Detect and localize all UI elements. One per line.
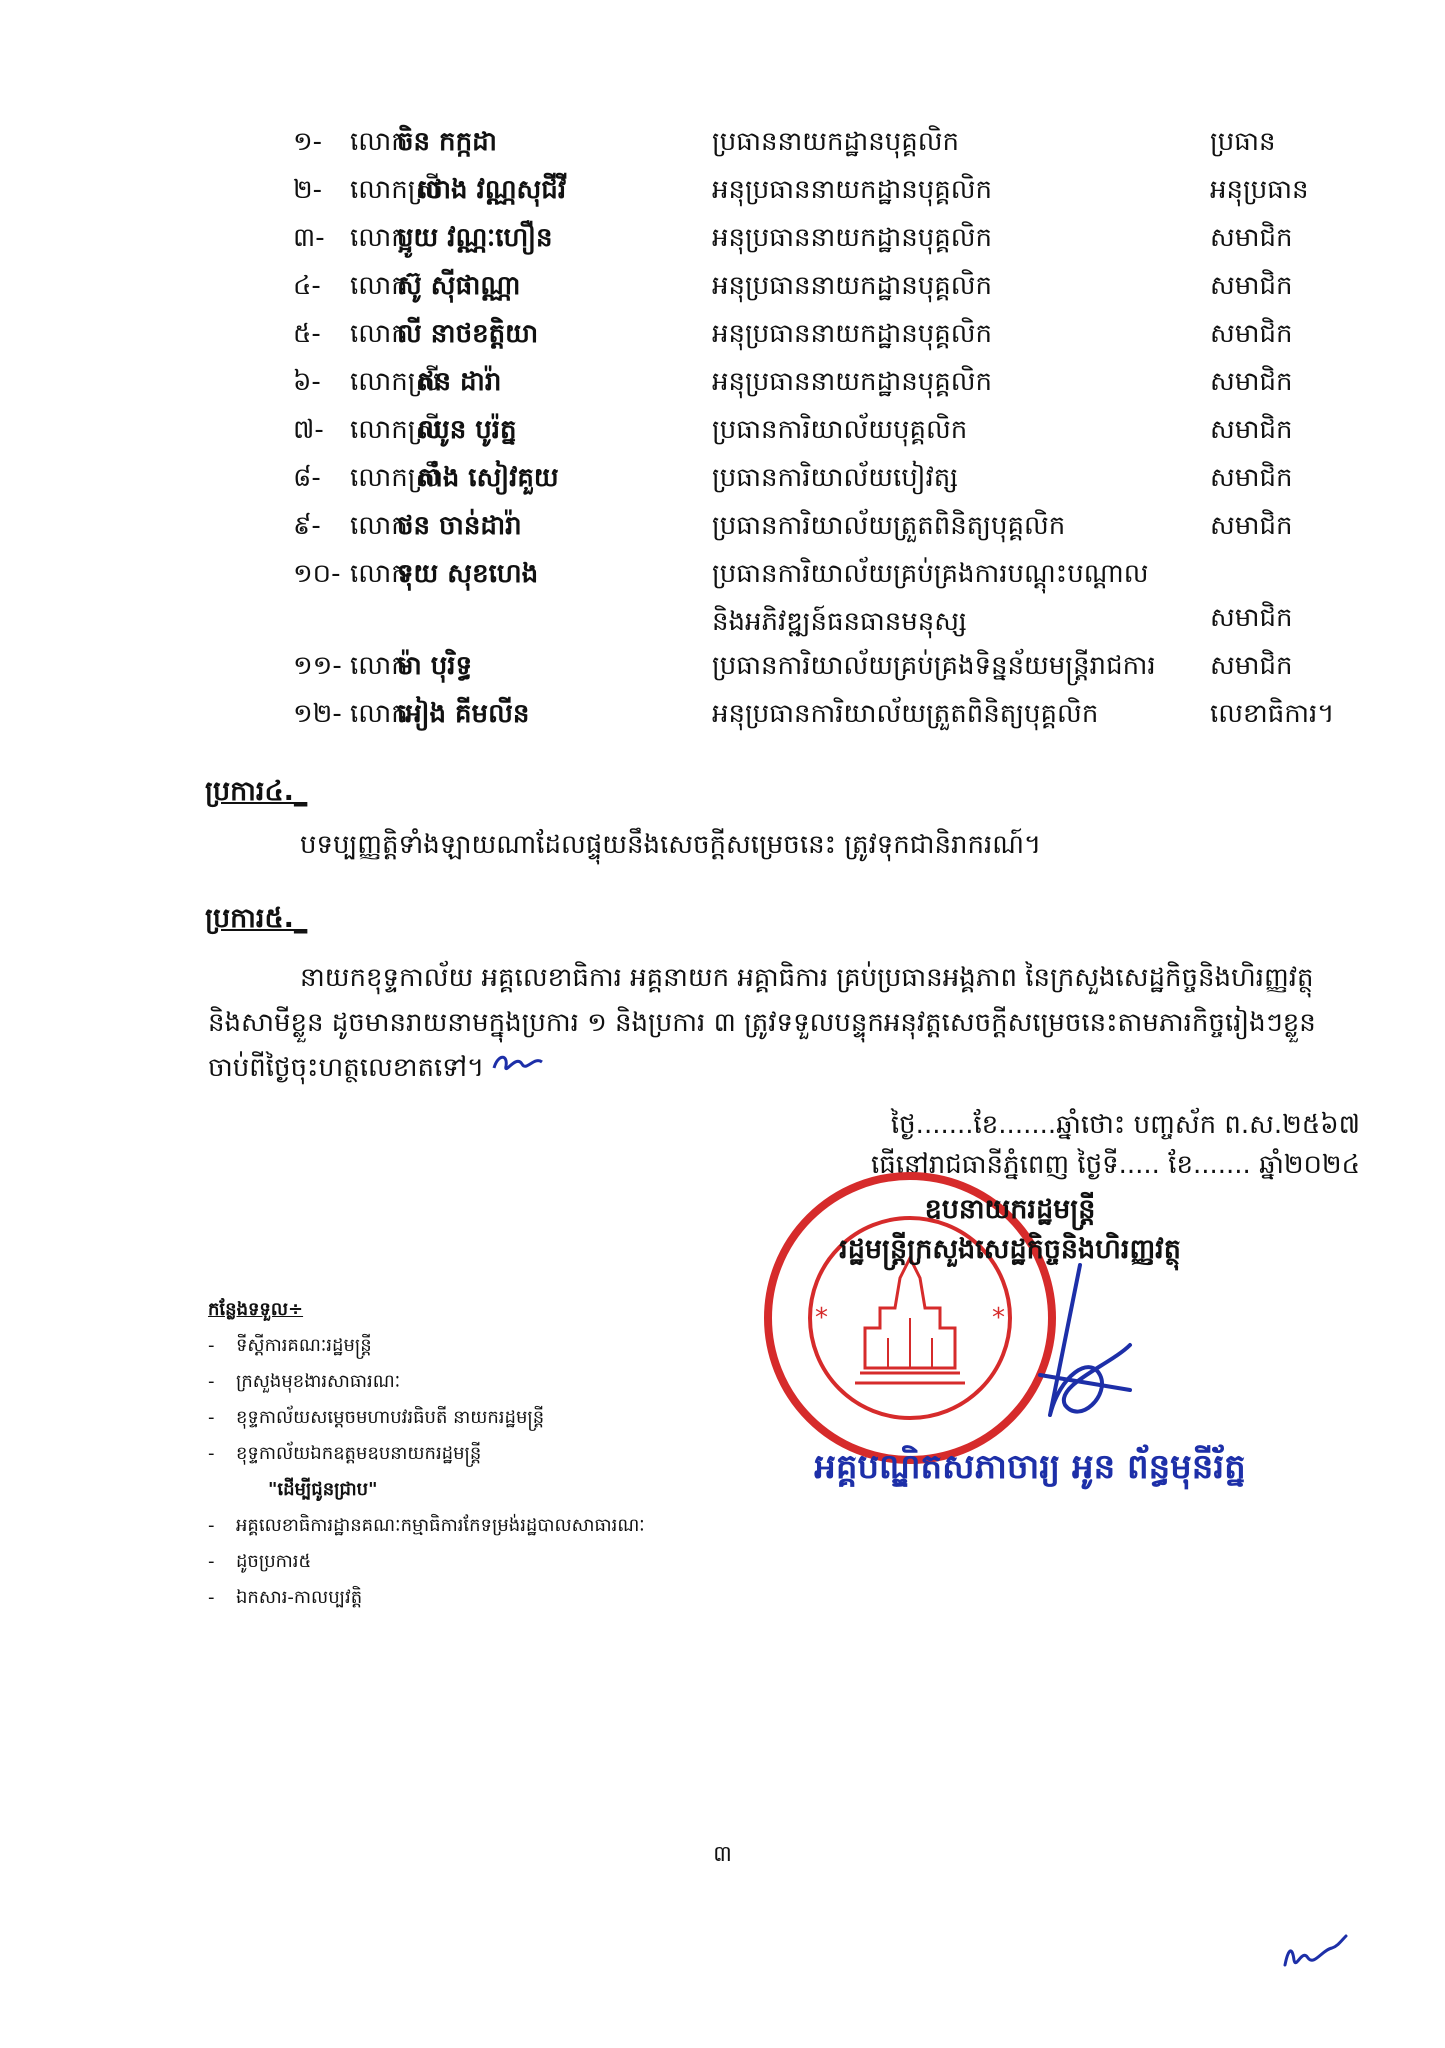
member-number: ៣- — [293, 223, 325, 253]
handwritten-initials — [1280, 1930, 1350, 1975]
article-5-line-3: ចាប់ពីថ្ងៃចុះហត្ថលេខាតទៅ។ — [208, 1053, 485, 1083]
member-role: អនុប្រធាន — [1210, 175, 1309, 205]
article-4-heading: ប្រការ៤._ — [205, 776, 308, 807]
signatory-title-2: រដ្ឋមន្ត្រីក្រសួងសេដ្ឋកិច្ចនិងហិរញ្ញវត្ថុ — [839, 1234, 1181, 1265]
member-honorific: លោក — [350, 511, 408, 541]
member-position — [712, 214, 992, 262]
svg-text:*: * — [815, 1303, 828, 1333]
member-number: ៩- — [293, 511, 321, 541]
handwritten-signature — [1020, 1255, 1150, 1445]
solar-date: ធ្វើនៅរាជធានីភ្នំពេញ ថ្ងៃទី..... ខែ....... ឆ្នាំ២០២៤ — [871, 1150, 1360, 1180]
member-role: សមាជិក — [1210, 415, 1293, 445]
member-position-line: ប្រធានការិយាល័យបុគ្គលិក — [712, 415, 968, 445]
member-number: ១០- — [293, 559, 341, 589]
member-position-line: អនុប្រធាននាយកដ្ឋានបុគ្គលិក — [712, 271, 993, 301]
member-honorific: លោក — [350, 319, 408, 349]
member-name: ទុយ សុខហេង — [397, 559, 539, 589]
signatory-titles — [740, 1190, 1280, 1270]
member-row — [0, 454, 1445, 502]
member-role: លេខាធិការ។ — [1210, 699, 1335, 729]
member-position — [712, 502, 1065, 550]
member-position — [712, 358, 992, 406]
recipient-item: - អគ្គលេខាធិការដ្ឋានគណៈកម្មាធិការកែទម្រង់រដ្ឋបាលសាធារណៈ — [208, 1508, 645, 1544]
recipient-item: - ទីស្តីការគណៈរដ្ឋមន្ត្រី — [208, 1328, 645, 1364]
recipient-item: - ក្រសួងមុខងារសាធារណៈ — [208, 1364, 645, 1400]
member-role: សមាជិក — [1210, 271, 1293, 301]
member-position-line: អនុប្រធានការិយាល័យត្រួតពិនិត្យបុគ្គលិក — [712, 699, 1099, 729]
member-role: សមាជិក — [1210, 463, 1293, 493]
member-name: ឈូន បូរ៉ត្ន — [418, 415, 517, 445]
member-honorific: លោក — [350, 559, 408, 589]
member-number: ៦- — [293, 367, 321, 397]
member-name: ប្អូយ វណ្ណៈហឿន — [397, 223, 553, 253]
member-number: ១១- — [293, 651, 342, 681]
signatory-title-1: ឧបនាយករដ្ឋមន្ត្រី — [924, 1194, 1096, 1225]
svg-text:*: * — [992, 1303, 1005, 1333]
member-position-line: ប្រធាននាយកដ្ឋានបុគ្គលិក — [712, 127, 960, 157]
member-position-line: និងអភិវឌ្ឍន៍ធនធានមនុស្ស — [712, 607, 967, 637]
member-number: ៨- — [293, 463, 321, 493]
member-position — [712, 454, 958, 502]
member-position-line: អនុប្រធាននាយកដ្ឋានបុគ្គលិក — [712, 175, 993, 205]
member-honorific: លោកស្រី — [350, 367, 441, 397]
member-number: ១២- — [293, 699, 342, 729]
member-honorific: លោក — [350, 271, 408, 301]
member-honorific: លោក — [350, 699, 408, 729]
member-row — [0, 502, 1445, 550]
recipients-title: កន្លែងទទួល÷ — [208, 1299, 304, 1320]
member-number: ៧- — [293, 415, 324, 445]
member-row — [0, 310, 1445, 358]
article-5-line-1: នាយកខុទ្ទកាល័យ អគ្គលេខាធិការ អគ្គនាយក អគ្គាធិការ គ្រប់ប្រធានអង្គភាព នៃក្រសួងសេដ្ឋកិច្ចនិងហិរញ្ញវត្ថុ — [300, 963, 1314, 993]
recipient-item: - ឯកសារ-កាលប្បវត្តិ — [208, 1580, 645, 1616]
member-position — [712, 310, 992, 358]
member-honorific: លោកស្រី — [350, 175, 441, 205]
member-row — [0, 262, 1445, 310]
member-number: ១- — [293, 127, 323, 157]
handwritten-mark — [490, 1048, 550, 1078]
member-name: ថោង វណ្ណសុជីវី — [418, 175, 567, 205]
member-name: ថន ចាន់ដារ៉ា — [397, 511, 522, 541]
recipient-item: - ខុទ្ទកាល័យសម្តេចមហាបវរធិបតី នាយករដ្ឋមន្ត្រី — [208, 1400, 645, 1436]
member-position-line: អនុប្រធាននាយកដ្ឋានបុគ្គលិក — [712, 367, 993, 397]
recipients-note: "ដើម្បីជូនជ្រាប" — [268, 1479, 378, 1500]
member-name: លី នាថខត្តិយា — [397, 319, 539, 349]
article-5-line-2: និងសាមីខ្លួន ដូចមានរាយនាមក្នុងប្រការ ១ និងប្រការ ៣ ត្រូវទទួលបន្ទុកអនុវត្តសេចក្តីសម្រេចនេះតាមភារកិច្ចរៀងៗខ្លួន — [208, 1008, 1316, 1038]
recipient-item: - ខុទ្ទកាល័យឯកឧត្តមឧបនាយករដ្ឋមន្ត្រី — [208, 1436, 645, 1472]
member-honorific: លោកស្រី — [350, 415, 441, 445]
member-name: អៀង គីមលីន — [397, 699, 530, 729]
signer-name: អគ្គបណ្ឌិតសភាចារ្យ អូន ព័ន្ធមុនីរ័ត្ន — [814, 1447, 1246, 1487]
member-row — [0, 690, 1445, 738]
member-honorific: លោក — [350, 223, 408, 253]
recipient-item: - ដូចប្រការ៥ — [208, 1544, 645, 1580]
member-name: ស៊ូ ស៊ីផាណ្ណា — [397, 271, 521, 301]
member-row — [0, 214, 1445, 262]
lunar-date: ថ្ងៃ.......ខែ.......ឆ្នាំថោះ បញ្ចស័ក ព.ស.២៥៦៧ — [890, 1110, 1360, 1140]
member-role: សមាជិក — [1210, 603, 1293, 633]
member-role: ប្រធាន — [1210, 127, 1276, 157]
member-row — [0, 358, 1445, 406]
page-number: ៣ — [713, 1842, 732, 1867]
member-number: ៤- — [293, 271, 321, 301]
member-position — [712, 166, 992, 214]
member-role: សមាជិក — [1210, 319, 1293, 349]
member-position — [712, 642, 1156, 690]
member-position — [712, 118, 959, 166]
member-position — [712, 406, 967, 454]
member-position-line: អនុប្រធាននាយកដ្ឋានបុគ្គលិក — [712, 223, 993, 253]
recipients-list — [208, 1292, 645, 1616]
member-role: សមាជិក — [1210, 223, 1293, 253]
member-position-line: អនុប្រធាននាយកដ្ឋានបុគ្គលិក — [712, 319, 993, 349]
member-role: សមាជិក — [1210, 651, 1293, 681]
member-list — [0, 118, 1445, 738]
member-number: ៥- — [293, 319, 321, 349]
member-position-line: ប្រធានការិយាល័យគ្រប់គ្រងទិន្នន័យមន្ត្រីរាជការ — [712, 651, 1156, 681]
member-role: សមាជិក — [1210, 511, 1293, 541]
member-honorific: លោក — [350, 127, 408, 157]
member-row — [0, 642, 1445, 690]
member-row — [0, 166, 1445, 214]
member-position-line: ប្រធានការិយាល័យត្រួតពិនិត្យបុគ្គលិក — [712, 511, 1066, 541]
article-4-text: បទប្បញ្ញត្តិទាំងឡាយណាដែលផ្ទុយនឹងសេចក្តីសម្រេចនេះ ត្រូវទុកជានិរាករណ៍។ — [300, 830, 1042, 860]
member-number: ២- — [293, 175, 323, 205]
member-row — [0, 406, 1445, 454]
member-position — [712, 550, 1148, 646]
member-honorific: លោក — [350, 651, 408, 681]
article-5-heading: ប្រការ៥._ — [205, 903, 308, 934]
member-position — [712, 690, 1098, 738]
member-name: តាំង សៀវគួយ — [418, 463, 559, 493]
member-name: ចិន កក្កដា — [397, 127, 497, 157]
member-position-line: ប្រធានការិយាល័យគ្រប់គ្រងការបណ្តុះបណ្តាល — [712, 559, 1149, 589]
member-row — [0, 118, 1445, 166]
member-name: ម៉ា បុរិទ្ធ — [397, 651, 473, 681]
member-position-line: ប្រធានការិយាល័យបៀវត្ស — [712, 463, 959, 493]
member-role: សមាជិក — [1210, 367, 1293, 397]
member-position — [712, 262, 992, 310]
member-honorific: លោកស្រី — [350, 463, 441, 493]
member-row — [0, 550, 1445, 642]
member-name: ឥន ដារ៉ា — [418, 367, 502, 397]
